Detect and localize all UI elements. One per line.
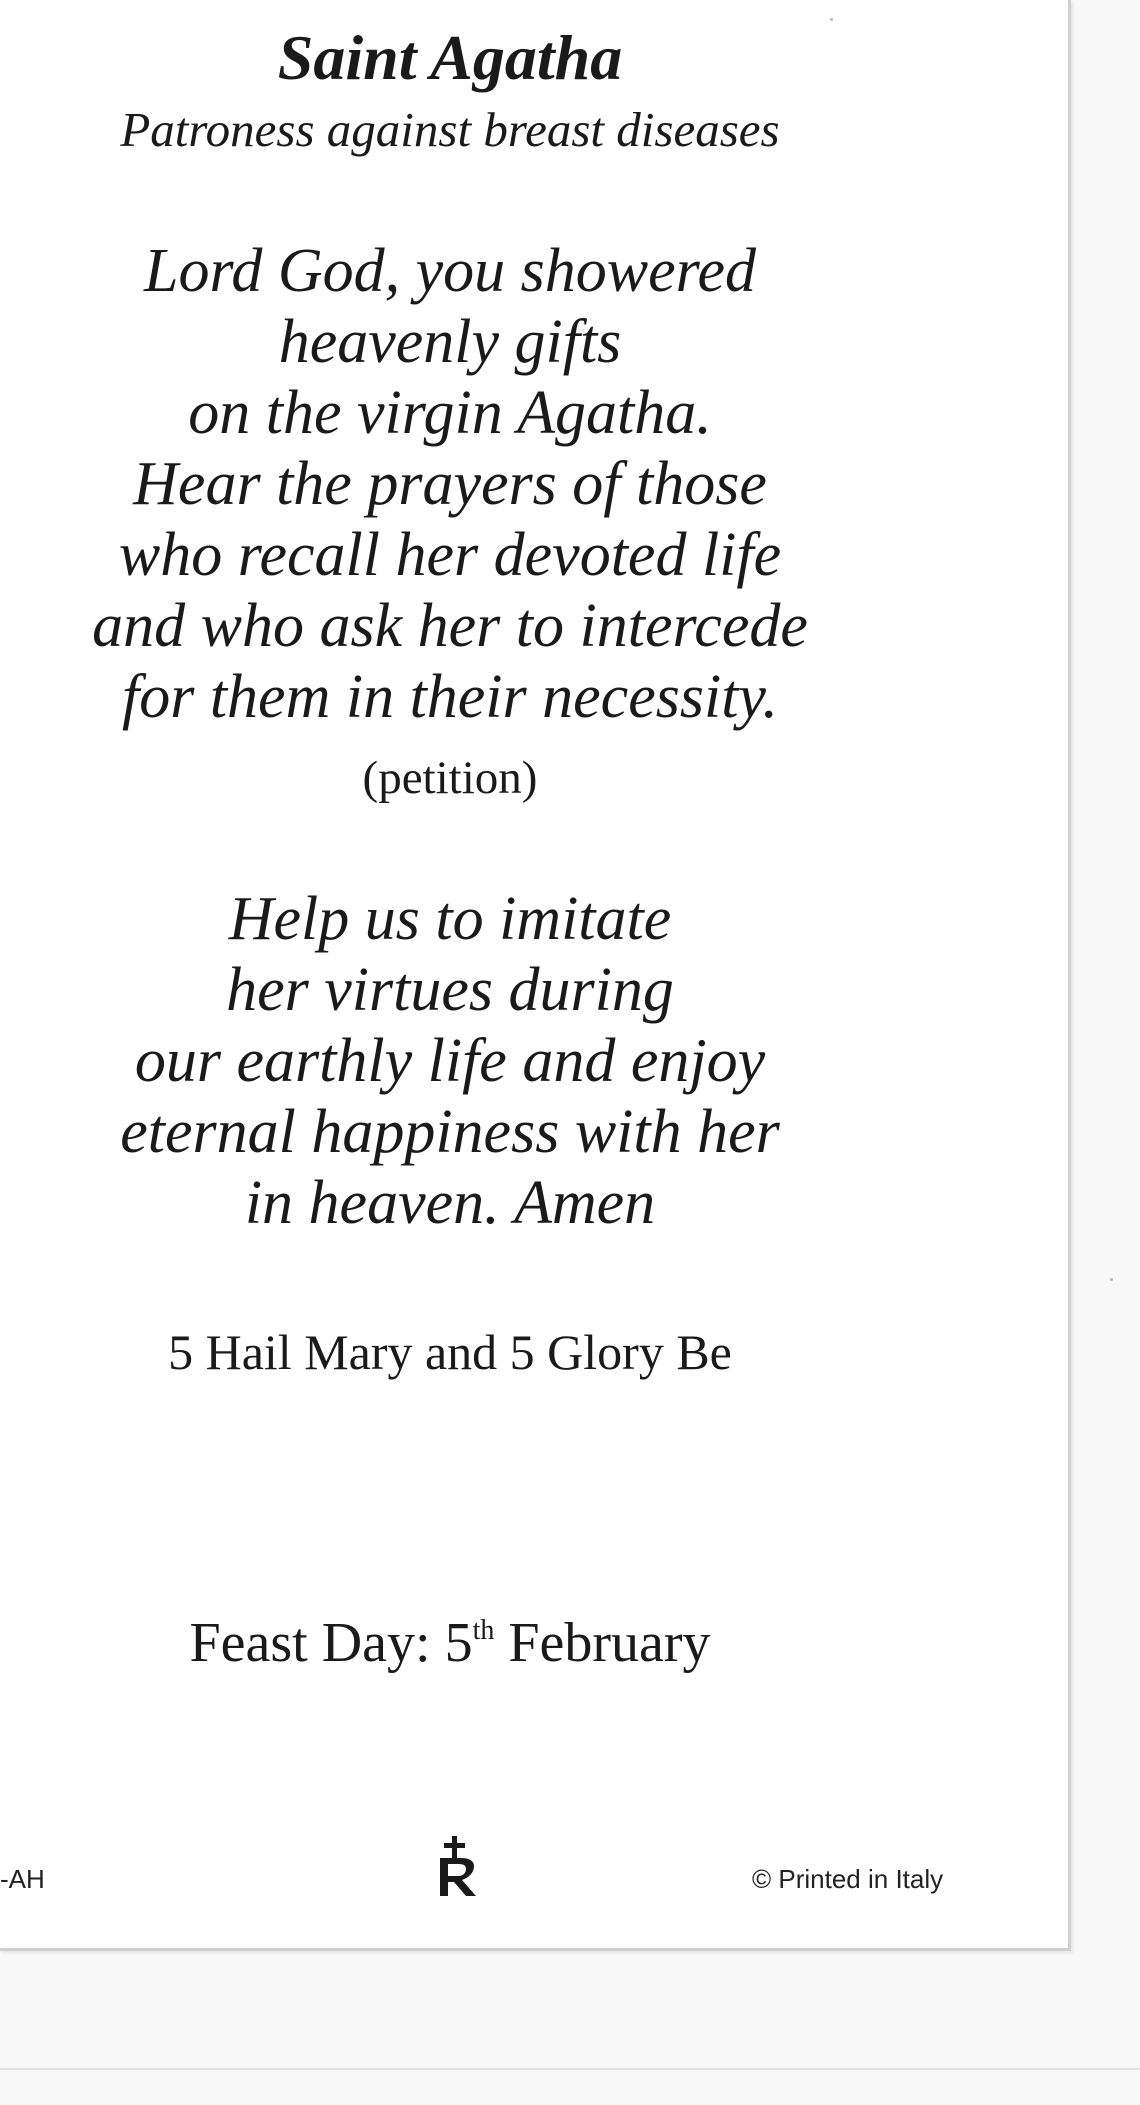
copyright-notice: © Printed in Italy xyxy=(752,1864,944,1894)
prayer-line: on the virgin Agatha. xyxy=(188,379,712,447)
prayer-line: for them in their necessity. xyxy=(121,663,779,731)
scan-speck xyxy=(1110,1278,1113,1281)
prayer-line: Hear the prayers of those xyxy=(133,450,767,518)
petition-note: (petition) xyxy=(362,752,538,804)
prayer-line: Help us to imitate xyxy=(228,885,672,953)
devotion-instruction: 5 Hail Mary and 5 Glory Be xyxy=(168,1324,732,1380)
feast-day xyxy=(0,1608,900,1678)
prayer-line: heavenly gifts xyxy=(278,308,622,376)
prayer-line: eternal happiness with her xyxy=(120,1098,780,1166)
publisher-cross-monogram-icon xyxy=(428,1836,482,1900)
feast-month: February xyxy=(494,1612,711,1674)
background-edge-line xyxy=(0,2068,1140,2070)
prayer-line: and who ask her to intercede xyxy=(92,592,808,660)
card-subtitle: Patroness against breast diseases xyxy=(120,102,780,157)
prayer-line: our earthly life and enjoy xyxy=(134,1027,766,1095)
feast-ordinal: th xyxy=(472,1615,495,1646)
prayer-line: Lord God, you showered xyxy=(144,237,756,305)
prayer-line: who recall her devoted life xyxy=(118,521,782,589)
product-code: -AH xyxy=(0,1864,45,1894)
prayer-line: her virtues during xyxy=(226,956,674,1024)
feast-label: Feast Day: 5 xyxy=(189,1612,473,1674)
scan-speck xyxy=(830,18,833,21)
prayer-part-2 xyxy=(0,884,900,1239)
card-title: Saint Agatha xyxy=(277,22,623,93)
prayer-line: in heaven. Amen xyxy=(244,1169,656,1237)
prayer-part-1 xyxy=(0,236,900,733)
